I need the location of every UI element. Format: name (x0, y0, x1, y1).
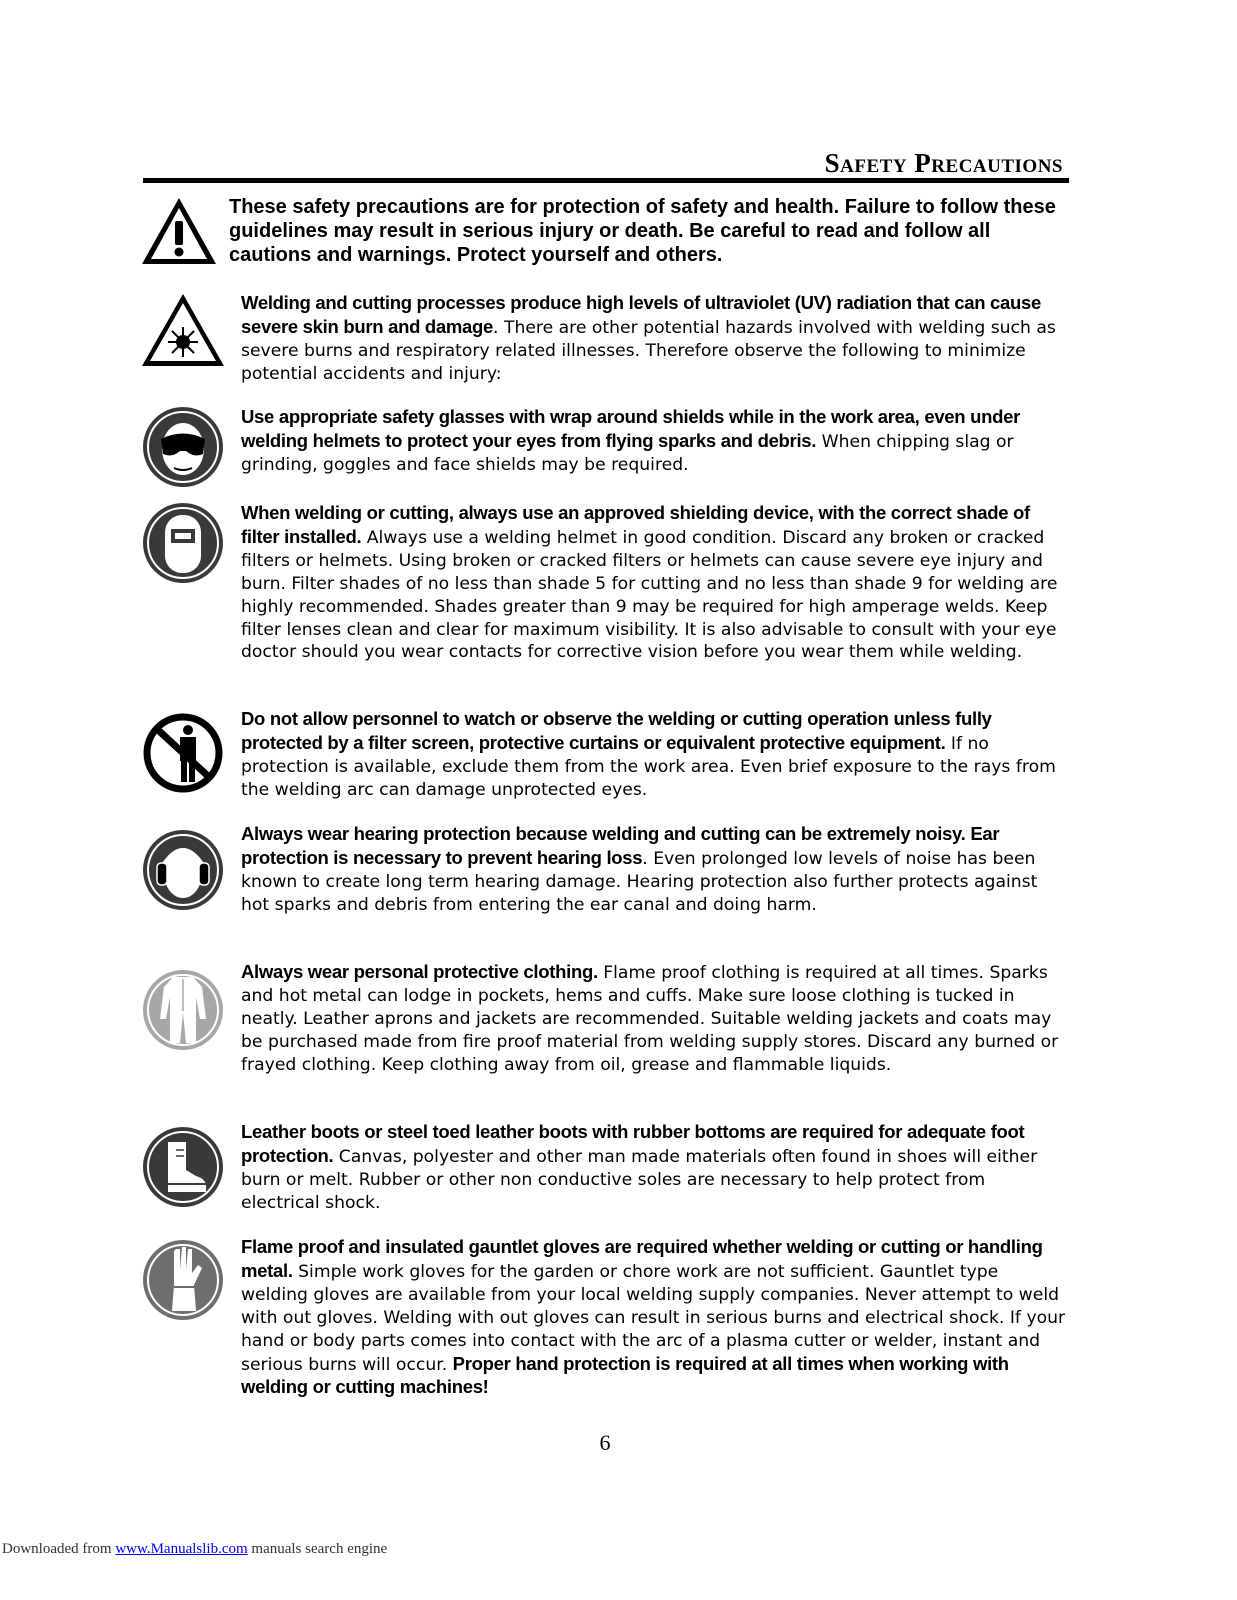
section-text (241, 961, 1066, 1077)
footer-prefix: Downloaded from (2, 1541, 116, 1557)
section-body: If no protection is available, exclude them from the work area. Even brief exposure to the rays from the welding arc can damage unprotected eyes. (241, 733, 1056, 800)
section-lead: Always wear hearing protection because welding and cutting can be extremely noisy. Ear protection is necessary to prevent hearing loss (241, 823, 1000, 868)
download-footer (2, 1541, 387, 1558)
section-body: Always use a welding helmet in good condition. Discard any broken or cracked filters or helmets. Using broken or cracked filters or helmets can cause severe eye injury and burn. Filter shades of no less than shade 5 for cutting and no less than shade 9 for welding are highly recommended. Shades greater than 9 may be required for high amperage welds. Keep filter lenses clean and clear for maximum visibility. It is also advisable to consult with your eye doctor should you wear contacts for corrective vision before you wear them while welding. (241, 527, 1058, 663)
section-lead: Use appropriate safety glasses with wrap around shields while in the work area, even under welding helmets to protect your eyes from flying sparks and debris. (241, 406, 1021, 451)
safety-boots-icon (140, 1126, 226, 1208)
section-text (241, 708, 1066, 802)
warning-triangle-icon (140, 195, 218, 267)
gauntlet-gloves-icon (140, 1239, 226, 1321)
uv-radiation-warning-icon (140, 292, 226, 368)
section-body: Simple work gloves for the garden or chore work are not sufficient. Gauntlet type welding gloves are available from your local welding supply companies. Never attempt to weld with out gloves. Welding with out gloves can result in serious burns and electrical shock. If your hand or body parts comes into contact with the arc of a plasma cutter or welder, instant and serious burns will occur. (241, 1261, 1066, 1375)
section-lead: Always wear personal protective clothing. (241, 961, 598, 982)
section-text (241, 502, 1066, 664)
section-tail: Proper hand protection is required at all times when working with welding or cutting machines! (241, 1352, 1009, 1398)
section-body: Canvas, polyester and other man made materials often found in shoes will either burn or melt. Rubber or other non conductive soles are necessary to help protect from electrical shock. (241, 1146, 1038, 1213)
manualslib-link[interactable]: www.Manualslib.com (115, 1541, 248, 1557)
section-text (241, 1236, 1066, 1400)
section-lead: Do not allow personnel to watch or observe the welding or cutting operation unless fully protected by a filter screen, protective curtains or equivalent protective equipment. (241, 708, 992, 753)
hearing-protection-icon (140, 829, 226, 911)
section-text (241, 1121, 1066, 1215)
no-bystanders-icon (140, 712, 226, 794)
section-body: . Even prolonged low levels of noise has been known to create long term hearing damage. Hearing protection also further protects against hot sparks and debris from entering the ear canal and doing harm. (241, 848, 1038, 915)
welding-helmet-icon (140, 502, 226, 584)
protective-clothing-icon (140, 969, 226, 1051)
page-title: Safety Precautions (824, 148, 1063, 178)
section-text (241, 292, 1066, 386)
section-text (241, 406, 1066, 477)
section-lead: Flame proof and insulated gauntlet gloves are required whether welding or cutting or handling metal. (241, 1236, 1043, 1281)
intro-warning-text: These safety precautions are for protection of safety and health. Failure to follow these guidelines may result in serious injury or death. Be careful to read and follow all cautions and warnings. Protect yourself and others. (229, 196, 1056, 266)
footer-suffix: manuals search engine (247, 1541, 388, 1557)
title-divider (143, 178, 1069, 183)
section-lead: Welding and cutting processes produce high levels of ultraviolet (UV) radiation that can cause severe skin burn and damage (241, 292, 1042, 337)
section-body: Flame proof clothing is required at all times. Sparks and hot metal can lodge in pockets, hems and cuffs. Make sure loose clothing is tucked in neatly. Leather aprons and jackets are recommended. Suitable welding jackets and coats may be purchased made from fire proof material from welding supply stores. Discard any burned or frayed clothing. Keep clothing away from oil, grease and flammable liquids. (241, 963, 1059, 1075)
section-lead: When welding or cutting, always use an approved shielding device, with the correct shade of filter installed. (241, 502, 1030, 547)
page-number: 6 (599, 1430, 611, 1455)
safety-glasses-icon (140, 406, 226, 488)
section-body: . There are other potential hazards involved with welding such as severe burns and respiratory related illnesses. Therefore observe the following to minimize potential accidents and injury: (241, 317, 1056, 384)
section-body: When chipping slag or grinding, goggles and face shields may be required. (241, 431, 1014, 475)
section-lead: Leather boots or steel toed leather boots with rubber bottoms are required for adequate foot protection. (241, 1121, 1025, 1166)
section-text (241, 823, 1066, 917)
